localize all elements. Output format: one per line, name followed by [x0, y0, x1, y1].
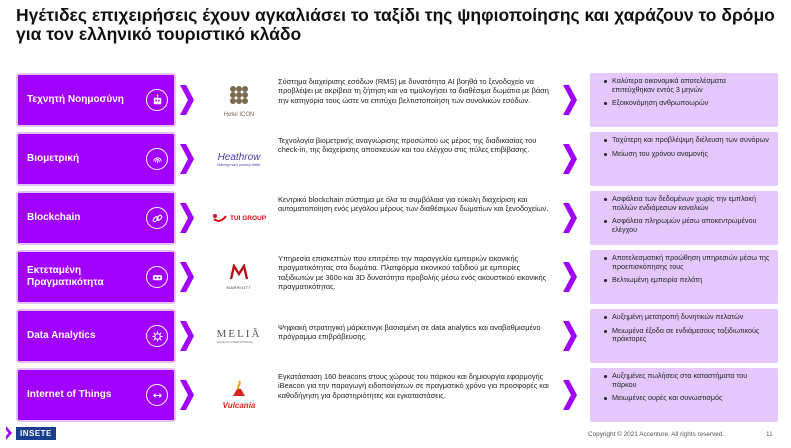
- technology-box: [16, 191, 176, 245]
- technology-label: Βιομετρική: [27, 153, 80, 164]
- page-title: Ηγέτιδες επιχειρήσεις έχουν αγκαλιάσει το ταξίδι της ψηφιοποίησης και χαράζουν το δρόμο για τον ελληνικό τουριστικό κλάδο: [16, 5, 775, 44]
- description: Κεντρικό blockchain σύστημα με όλα τα συμβόλαια για εύκολη διαχείριση και αυτοματοποίηση ενός μεγάλου μέρους των διαθέσιμων δωματίων και ξενοδοχείων.: [278, 195, 549, 214]
- result-item: Μειωμένες ουρές και συνωστισμός: [604, 394, 770, 403]
- result-item: Μείωση του χρόνου αναμονής: [604, 150, 770, 159]
- result-item: Ασφάλεια πληρωμών μέσω αποκεντρωμένου ελέγχου: [604, 217, 770, 234]
- technology-label: Εκτεταμένη Πραγματικότητα: [27, 265, 104, 288]
- melia-logo: [205, 309, 273, 363]
- result-item: Βελτιωμένη εμπειρία πελάτη: [604, 276, 770, 285]
- row-extended-reality: [0, 250, 791, 304]
- chevron-right-icon: [180, 321, 194, 351]
- chevron-right-icon: [563, 144, 577, 174]
- description: Ψηφιακή στρατηγική μάρκετινγκ βασισμένη σε data analytics και αναβαθμισμένο πρόγραμμα επιβράβευσης.: [278, 323, 541, 342]
- chevron-right-icon: [563, 85, 577, 115]
- logo-text: Vulcania: [222, 401, 256, 410]
- results-box: [590, 368, 778, 422]
- result-item: Ασφάλεια των δεδομένων χωρίς την εμπλοκή πολλών ενδιάμεσων καναλιών: [604, 195, 770, 212]
- description: Εγκατάσταση 160 beacons στους χώρους του πάρκου και δημιουργία εφαρμογής iBeacon για την παραγωγή ειδοποιήσεων σε πραγματικό χρόνο για προσφορές και καθοδήγηση για δραστηριότητες και εγκαταστάσεις.: [278, 372, 549, 400]
- description: Υπηρεσία επισκεπτών που επιτρέπει την παραγγελία εμπειριών εικονικής πραγματικότητας στα δωμάτια. Πλατφόρμα εικονικού ταξιδιού με εμπειρίες ταξιδιωτών με 360ο και 3D δυνατότητα προβολής μέσω ενός ακουστικού εικονικής πραγματικότητας.: [278, 254, 547, 291]
- results-box: [590, 250, 778, 304]
- result-item: Αποτελεσματική προώθηση υπηρεσιών μέσω της προεπισκόπησης τους: [604, 254, 770, 271]
- logo-subtext: Making every journey better: [217, 162, 261, 167]
- logo-text: MARRIOTT: [226, 285, 252, 290]
- logo-subtext: HOTELS INTERNATIONAL: [216, 340, 254, 344]
- results-box: [590, 191, 778, 245]
- row-biometrics: [0, 132, 791, 186]
- description: Τεχνολογία βιομετρικής αναγνώρισης προσώπου ως μέρος της διαδικασίας του check-in, της διαχείρισης αποσκευών και του ελέγχου στις πύλες επιβίβασης.: [278, 136, 537, 155]
- results-box: [590, 73, 778, 127]
- description: Σύστημα διαχείρισης εσόδων (RMS) με δυνατότητα AI βοηθά το ξενοδοχείο να προβλέψει με ακρίβεια τη ζήτηση και να τιμολογήσει τα διαθέσιμα δωμάτια με βάση την κατηγορία τους ώστε να επιτύχει βελτιστοποίηση των συνολικών εσόδων.: [278, 77, 549, 105]
- result-item: Αυξημένες πωλήσεις στα καταστήματα του πάρκου: [604, 372, 770, 389]
- robot-icon: [146, 89, 168, 111]
- technology-label: Τεχνητή Νοημοσύνη: [27, 94, 124, 105]
- insete-logo-text: INSETE: [16, 427, 56, 440]
- logo-text: MELIÃ: [216, 328, 262, 340]
- row-artificial-intelligence: [0, 73, 791, 127]
- logo-text: TUI GROUP: [229, 214, 267, 222]
- chevron-right-icon: [180, 144, 194, 174]
- chain-link-icon: [146, 207, 168, 229]
- technology-box: [16, 132, 176, 186]
- technology-box: [16, 309, 176, 363]
- volcano-icon: [232, 380, 246, 396]
- tui-logo: [205, 191, 273, 245]
- technology-label: Internet of Things: [27, 389, 112, 400]
- chevron-right-icon: [563, 321, 577, 351]
- logo-text: Hotel ICON: [223, 111, 255, 118]
- chevron-right-icon: [563, 380, 577, 410]
- logo-text: Heathrow: [217, 151, 261, 163]
- chevron-right-icon: [180, 380, 194, 410]
- technology-box: [16, 73, 176, 127]
- row-internet-of-things: [0, 368, 791, 422]
- chevron-right-icon: [180, 203, 194, 233]
- technology-box: [16, 250, 176, 304]
- chevron-right-icon: [180, 262, 194, 292]
- result-item: Καλύτερα οικονομικά αποτελέσματα επιτεύχθηκαν εντός 3 μηνών: [604, 77, 770, 94]
- chevron-right-icon: [563, 262, 577, 292]
- marriott-m-icon: [229, 264, 249, 280]
- row-data-analytics: [0, 309, 791, 363]
- analytics-gear-icon: [146, 325, 168, 347]
- accent-mark-icon: [6, 426, 12, 440]
- copyright-text: Copyright © 2021 Accenture. All rights reserved.: [588, 431, 725, 438]
- heathrow-logo: [205, 132, 273, 186]
- tui-smile-icon: [212, 213, 228, 223]
- insete-logo: [6, 425, 56, 441]
- result-item: Εξοικονόμηση ανθρωποωρών: [604, 99, 770, 108]
- technology-label: Blockchain: [27, 212, 81, 223]
- marriott-logo: [205, 250, 273, 304]
- arrows-icon: [146, 384, 168, 406]
- hotel-icon-logo-mark: [227, 83, 251, 107]
- results-box: [590, 132, 778, 186]
- chevron-right-icon: [563, 203, 577, 233]
- page-number: 11: [766, 431, 773, 438]
- result-item: Μειωμένα έξοδα σε ενδιάμεσους ταξιδιωτικούς πράκτορες: [604, 327, 770, 344]
- chevron-right-icon: [180, 85, 194, 115]
- result-item: Ταχύτερη και προβλέψιμη διέλευση των συνόρων: [604, 136, 770, 145]
- results-box: [590, 309, 778, 363]
- hotel-icon-logo: [205, 73, 273, 127]
- technology-box: [16, 368, 176, 422]
- fingerprint-icon: [146, 148, 168, 170]
- vulcania-logo: [205, 368, 273, 422]
- row-blockchain: [0, 191, 791, 245]
- technology-label: Data Analytics: [27, 330, 96, 341]
- vr-headset-icon: [146, 266, 168, 288]
- result-item: Αυξημένη μετατροπή δυνητικών πελατών: [604, 313, 770, 322]
